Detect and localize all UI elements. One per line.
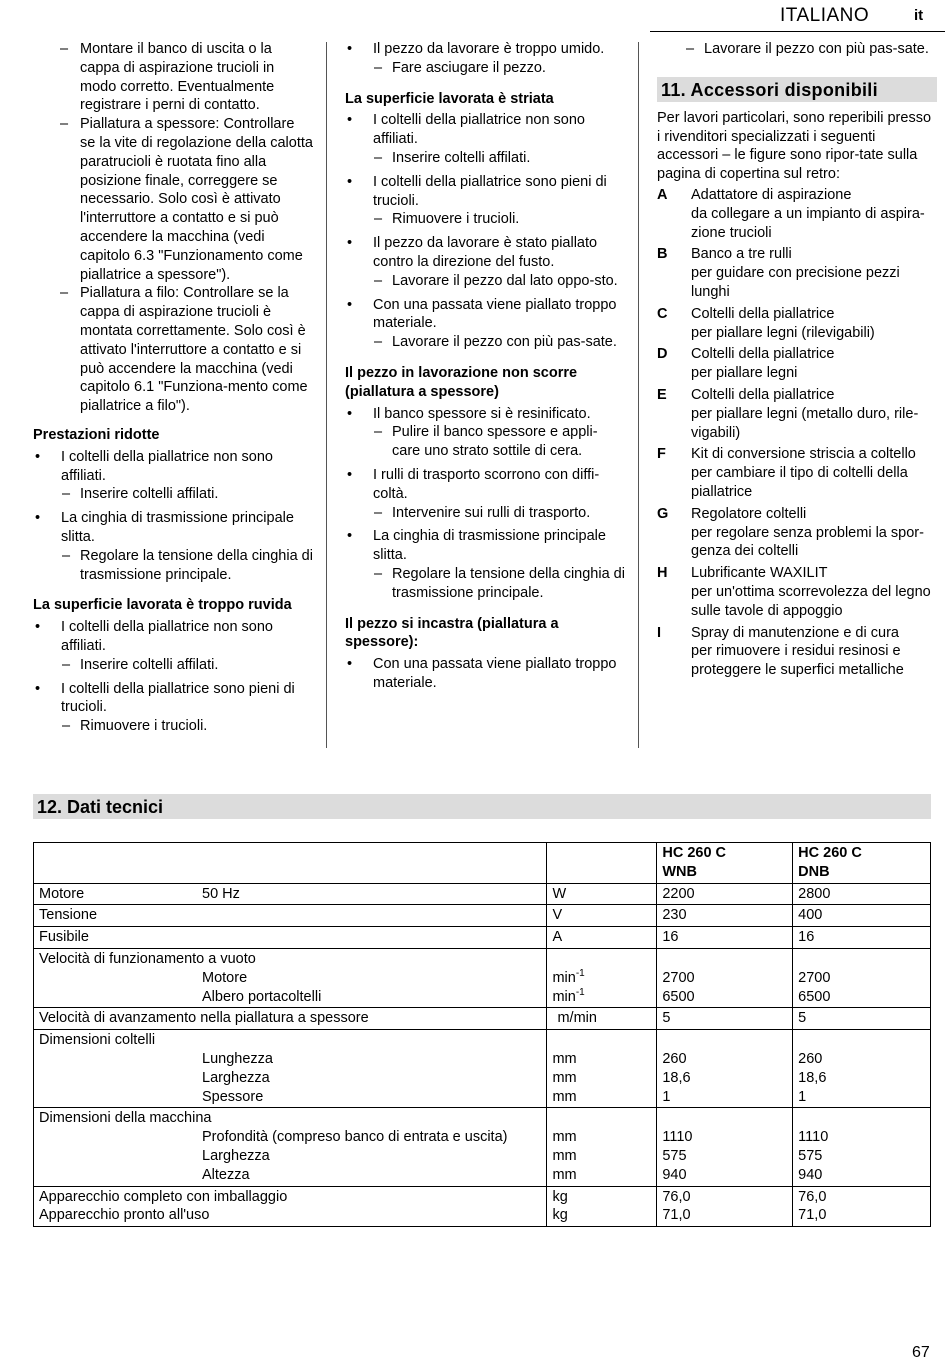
- accessory-item: [657, 305, 937, 343]
- spec-value-dnb-line: 2700: [798, 969, 831, 986]
- spec-value-dnb-line: 400: [798, 907, 823, 924]
- spec-unit: [547, 1186, 657, 1227]
- spec-unit-line: kg: [552, 1207, 568, 1224]
- dash-item: – Piallatura a spessore: Controllare se la vite di regolazione della calotta paratrucioli è ruotata fino alla posizione finale, correggere se necessario. Solo così è attivato l'interruttore a contatto e si può accendere la macchina (vedi capitolo 6.3 "Funzionamento come piallatrice a spessore").: [33, 115, 313, 284]
- remedy-item: – Inserire coltelli affilati.: [345, 149, 625, 168]
- header-language: ITALIANO: [780, 5, 870, 26]
- accessory-name: Coltelli della piallatrice: [691, 346, 835, 363]
- spec-value-dnb-line: 18,6: [798, 1069, 827, 1086]
- remedy-item: – Pulire il banco spessore e appli-care uno strato sottile di cera.: [345, 423, 625, 461]
- bullet-item: • Con una passata viene piallato troppo materiale.: [345, 296, 625, 334]
- spec-unit: [547, 883, 657, 905]
- spec-unit: [547, 1008, 657, 1030]
- spec-unit-line: kg: [552, 1188, 568, 1205]
- spec-value-wnb-line: 18,6: [662, 1069, 691, 1086]
- bullet-item: • Il pezzo da lavorare è troppo umido.: [345, 40, 625, 59]
- bullet-item: • Il banco spessore si è resinificato.: [345, 405, 625, 424]
- spec-value-dnb-line: 76,0: [798, 1188, 827, 1205]
- spec-unit: [547, 1108, 657, 1186]
- spec-unit: [547, 905, 657, 927]
- spec-value-dnb: [793, 1186, 931, 1227]
- remedy-item: – Lavorare il pezzo con più pas-sate.: [345, 333, 625, 352]
- spec-value-dnb-line: 1110: [798, 1129, 829, 1146]
- spec-label-cell: [34, 927, 547, 949]
- accessory-item: [657, 386, 937, 442]
- table-row: [34, 883, 931, 905]
- spec-value-dnb: [793, 905, 931, 927]
- spec-unit-line: $\min^{-1}$: [552, 986, 585, 1005]
- spec-unit-line: V: [552, 907, 563, 924]
- spec-label-cell: [34, 1108, 547, 1186]
- bullet-item: • I coltelli della piallatrice non sono affiliati.: [33, 618, 313, 656]
- spec-sublabel: 50 Hz: [202, 885, 240, 902]
- spec-value-wnb-line: 5: [662, 1010, 671, 1027]
- accessory-letter: A: [657, 186, 668, 203]
- table-row: [34, 1030, 931, 1108]
- accessory-name: Regolatore coltelli: [691, 505, 807, 522]
- spec-label: Velocità di funzionamento a vuoto: [39, 950, 256, 967]
- spec-value-wnb-line: 2700: [662, 969, 695, 986]
- accessory-description: per guidare con precisione pezzi lunghi: [691, 265, 900, 300]
- spec-value-wnb: [657, 1108, 793, 1186]
- header-language-code: it: [914, 7, 924, 24]
- remedy-item: – Regolare la tensione della cinghia di trasmissione principale.: [345, 565, 625, 603]
- bullet-item: • La cinghia di trasmissione principale slitta.: [345, 527, 625, 565]
- accessory-description: per rimuovere i residui resinosi e proteggere le superfici metalliche: [691, 643, 904, 679]
- spec-value-wnb-line: 575: [662, 1147, 687, 1164]
- spec-sublabel: Motore: [202, 969, 248, 986]
- spec-label: Dimensioni coltelli: [39, 1032, 156, 1049]
- section-heading: La superficie lavorata è troppo ruvida: [33, 597, 292, 614]
- spec-label-cell: [34, 1186, 547, 1227]
- table-header-cell: [34, 843, 547, 884]
- accessory-letter: B: [657, 246, 668, 263]
- accessory-description: per piallare legni: [691, 365, 798, 382]
- spec-unit-line: mm: [552, 1147, 577, 1164]
- accessory-description: per cambiare il tipo di coltelli della piallatrice: [691, 465, 908, 500]
- table-row: [34, 1186, 931, 1227]
- accessory-letter: E: [657, 386, 667, 403]
- column-3: [657, 40, 937, 680]
- accessory-name: Adattatore di aspirazione: [691, 186, 852, 203]
- bullet-item: • Il pezzo da lavorare è stato piallato contro la direzione del fusto.: [345, 234, 625, 272]
- accessory-description: per un'ottima scorrevolezza del legno sulle tavole di appoggio: [691, 583, 931, 619]
- accessory-item: [657, 186, 937, 242]
- spec-value-dnb: [793, 1030, 931, 1108]
- spec-value-wnb-line: 76,0: [662, 1188, 691, 1205]
- spec-value-dnb-line: 6500: [798, 988, 831, 1005]
- accessory-name: Spray di manutenzione e di cura: [691, 624, 899, 641]
- spec-unit-line: W: [552, 885, 567, 902]
- spec-value-dnb-line: 260: [798, 1050, 823, 1067]
- bullet-item: • I coltelli della piallatrice sono pieni di trucioli.: [345, 173, 625, 211]
- accessory-description: per piallare legni (metallo duro, rile-vigabili): [691, 405, 919, 441]
- header-rule: [650, 31, 945, 32]
- accessory-description: da collegare a un impianto di aspira-zione trucioli: [691, 205, 925, 241]
- spec-label: Motore: [39, 885, 85, 902]
- page-number: 67: [912, 1344, 930, 1361]
- accessories-list: [657, 186, 937, 680]
- spec-value-wnb: [657, 948, 793, 1007]
- accessory-letter: G: [657, 505, 669, 522]
- spec-label: Fusibile: [39, 929, 89, 946]
- spec-value-wnb-line: 2200: [662, 885, 695, 902]
- spec-value-wnb: [657, 1008, 793, 1030]
- spec-value-wnb-line: 230: [662, 907, 687, 924]
- spec-unit-line: A: [552, 929, 563, 946]
- accessory-item: [657, 624, 937, 680]
- spec-unit-line: mm: [552, 1166, 577, 1183]
- remedy-item: – Intervenire sui rulli di trasporto.: [345, 504, 625, 523]
- dash-item: – Piallatura a filo: Controllare se la cappa di aspirazione trucioli è montata correttamente. Solo così è attivato l'interruttore a contatto e si può accendere la macchina (vedi capitolo 6.1 "Funziona-mento come piallatrice a filo").: [33, 284, 313, 416]
- accessory-name: Banco a tre rulli: [691, 246, 792, 263]
- accessory-item: [657, 564, 937, 620]
- section-heading: Il pezzo in lavorazione non scorre (piallatura a spessore): [345, 364, 578, 400]
- accessory-name: Coltelli della piallatrice: [691, 305, 835, 322]
- bullet-item: • I coltelli della piallatrice non sono affiliati.: [33, 448, 313, 486]
- spec-value-dnb: [793, 1008, 931, 1030]
- spec-label: Dimensioni della macchina: [39, 1110, 212, 1127]
- table-row: [34, 1108, 931, 1186]
- spec-value-dnb: [793, 948, 931, 1007]
- section-heading: Il pezzo si incastra (piallatura a spessore):: [345, 615, 559, 651]
- table-row: [34, 948, 931, 1007]
- accessory-item: [657, 345, 937, 383]
- spec-sublabel: Altezza: [202, 1166, 250, 1183]
- section-heading: Prestazioni ridotte: [33, 426, 160, 443]
- column-2: [345, 40, 625, 693]
- spec-label-cell: [34, 883, 547, 905]
- spec-value-wnb: [657, 1030, 793, 1108]
- table-row: [34, 905, 931, 927]
- spec-value-dnb-line: 16: [798, 929, 815, 946]
- spec-sublabel: Larghezza: [202, 1147, 270, 1164]
- accessory-letter: F: [657, 446, 666, 463]
- model-header: HC 260 C DNB: [793, 843, 931, 884]
- tech-section-title: 12. Dati tecnici: [33, 794, 931, 819]
- spec-unit-line: mm: [552, 1088, 577, 1105]
- spec-sublabel: Spessore: [202, 1088, 264, 1105]
- column-1: [33, 40, 313, 736]
- accessory-item: [657, 505, 937, 561]
- accessory-letter: C: [657, 305, 668, 322]
- accessory-description: per piallare legni (rilevigabili): [691, 324, 875, 341]
- remedy-item: – Inserire coltelli affilati.: [33, 485, 313, 504]
- spec-unit-line: mm: [552, 1050, 577, 1067]
- bullet-item: • Con una passata viene piallato troppo materiale.: [345, 655, 625, 693]
- spec-value-wnb: [657, 883, 793, 905]
- spec-value-wnb-line: 940: [662, 1166, 687, 1183]
- model-header: HC 260 C WNB: [657, 843, 793, 884]
- dash-item: – Montare il banco di uscita o la cappa di aspirazione trucioli in modo corretto. Eventualmente registrare i perni di contatto.: [33, 40, 313, 115]
- spec-unit-line: mm: [552, 1069, 577, 1086]
- accessory-letter: H: [657, 565, 668, 582]
- bullet-item: • I rulli di trasporto scorrono con diffi-coltà.: [345, 466, 625, 504]
- remedy-item: – Rimuovere i trucioli.: [345, 210, 625, 229]
- spec-unit: [547, 1030, 657, 1108]
- accessories-section-title: 11. Accessori disponibili: [657, 77, 937, 102]
- spec-label-cell: [34, 1008, 547, 1030]
- spec-label-cell: [34, 905, 547, 927]
- accessory-name: Kit di conversione striscia a coltello: [691, 446, 916, 463]
- table-row: [34, 1008, 931, 1030]
- spec-value-wnb: [657, 905, 793, 927]
- column-divider: [326, 42, 327, 748]
- spec-unit: [547, 927, 657, 949]
- spec-label: Velocità di avanzamento nella piallatura a spessore: [39, 1010, 369, 1027]
- spec-unit: [547, 948, 657, 1007]
- remedy-item: – Lavorare il pezzo dal lato oppo-sto.: [345, 272, 625, 291]
- spec-sublabel: Larghezza: [202, 1069, 270, 1086]
- spec-unit-line: m/min: [557, 1010, 597, 1027]
- spec-value-wnb-line: 71,0: [662, 1207, 691, 1224]
- spec-label-cell: [34, 948, 547, 1007]
- spec-sublabel: Albero portacoltelli: [202, 988, 322, 1005]
- spec-value-wnb-line: 16: [662, 929, 679, 946]
- spec-value-wnb-line: 1110: [662, 1129, 693, 1146]
- spec-unit-line: $\min^{-1}$: [552, 967, 585, 986]
- accessory-item: [657, 445, 937, 501]
- bullet-item: • I coltelli della piallatrice sono pieni di trucioli.: [33, 680, 313, 718]
- spec-value-dnb-line: 71,0: [798, 1207, 827, 1224]
- tech-data-table: [33, 842, 931, 1227]
- spec-value-wnb: [657, 1186, 793, 1227]
- spec-sublabel: Lunghezza: [202, 1050, 273, 1067]
- bullet-item: • La cinghia di trasmissione principale slitta.: [33, 509, 313, 547]
- table-header-cell: [547, 843, 657, 884]
- section-heading: La superficie lavorata è striata: [345, 90, 554, 107]
- spec-value-wnb-line: 260: [662, 1050, 687, 1067]
- accessory-name: Coltelli della piallatrice: [691, 386, 835, 403]
- spec-value-dnb-line: 940: [798, 1166, 823, 1183]
- remedy-item: – Fare asciugare il pezzo.: [345, 59, 625, 78]
- spec-value-dnb-line: 2800: [798, 885, 831, 902]
- accessory-name: Lubrificante WAXILIT: [691, 565, 828, 582]
- table-header-row: [34, 843, 931, 884]
- remedy-item: – Inserire coltelli affilati.: [33, 656, 313, 675]
- spec-value-dnb-line: 1: [798, 1088, 807, 1105]
- bullet-item: • I coltelli della piallatrice non sono affiliati.: [345, 111, 625, 149]
- spec-label-cell: [34, 1030, 547, 1108]
- spec-unit-line: mm: [552, 1129, 577, 1146]
- accessories-intro: Per lavori particolari, sono reperibili presso i rivenditori specializzati i seguenti accessori – le figure sono ripor-tate sulla pagina di copertina sul retro:: [657, 109, 932, 183]
- spec-sublabel: Profondità (compreso banco di entrata e uscita): [202, 1129, 508, 1146]
- spec-value-dnb-line: 5: [798, 1010, 807, 1027]
- spec-label: Apparecchio completo con imballaggio Apparecchio pronto all'uso: [39, 1188, 288, 1224]
- accessory-item: [657, 245, 937, 301]
- accessory-letter: D: [657, 346, 668, 363]
- spec-value-dnb: [793, 927, 931, 949]
- remedy-item: – Lavorare il pezzo con più pas-sate.: [657, 40, 937, 59]
- remedy-item: – Rimuovere i trucioli.: [33, 717, 313, 736]
- accessory-letter: I: [657, 624, 662, 641]
- spec-value-dnb-line: 575: [798, 1147, 823, 1164]
- accessory-description: per regolare senza problemi la spor-genza dei coltelli: [691, 524, 924, 560]
- spec-value-dnb: [793, 1108, 931, 1186]
- spec-value-wnb-line: 1: [662, 1088, 671, 1105]
- remedy-item: – Regolare la tensione della cinghia di trasmissione principale.: [33, 547, 313, 585]
- spec-value-dnb: [793, 883, 931, 905]
- spec-label: Tensione: [39, 907, 98, 924]
- spec-value-wnb: [657, 927, 793, 949]
- table-row: [34, 927, 931, 949]
- column-divider: [638, 42, 639, 748]
- spec-value-wnb-line: 6500: [662, 988, 695, 1005]
